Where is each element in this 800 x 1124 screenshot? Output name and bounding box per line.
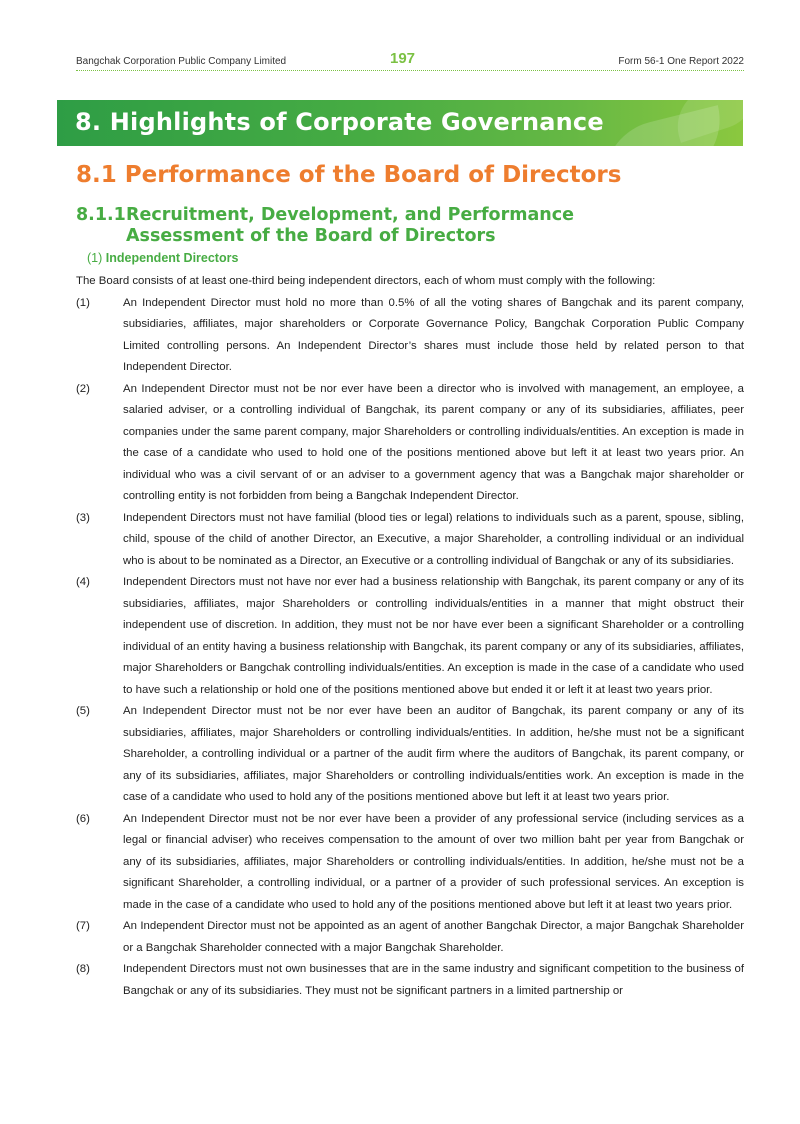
list-number: (7) bbox=[76, 920, 90, 932]
list-text: An Independent Director must not be nor ever have been an auditor of Bangchak, its parent company or any of its subsidiaries, affiliates, major Shareholders or controlling individuals/entities. In addition, he/she must not be a significant Shareholder, a controlling individual or a partner of the audit firm where the auditors of Bangchak, its parent company, or any of its subsidiaries, affiliates, major Shareholders or controlling individuals/entities work. An exception is made in the case of a candidate who used to hold any of the positions mentioned above but left it at least two years prior. bbox=[123, 705, 744, 803]
company-name: Bangchak Corporation Public Company Limited bbox=[76, 56, 287, 67]
subsection-number: 8.1.1 bbox=[76, 205, 126, 225]
list-number: (3) bbox=[76, 511, 90, 524]
item-number: (1) bbox=[87, 251, 103, 265]
list-item bbox=[76, 916, 744, 959]
list-item bbox=[76, 959, 744, 1002]
chapter-title: 8. Highlights of Corporate Governance bbox=[75, 108, 604, 136]
report-name: Form 56-1 One Report 2022 bbox=[618, 56, 744, 67]
list-item bbox=[76, 809, 744, 917]
list-text: An Independent Director must not be nor ever have been a provider of any professional service (including services as a legal or financial adviser) who receives compensation to the amount of over two million baht per year from Bangchak or any of its subsidiaries, affiliates, major Shareholders or controlling individuals/entities. In addition, he/she must not be a significant Shareholder, a controlling individual, or a partner of a provider of such professional services. An exception is made in the case of a candidate who used to hold any of the positions mentioned above but left it at least two years prior. bbox=[123, 812, 744, 911]
list-item bbox=[76, 293, 744, 379]
list-text: Independent Directors must not have familial (blood ties or legal) relations to individuals such as a parent, spouse, sibling, child, spouse of the child of another Director, an Executive, a major Shareholder, a controlling individual or an individual who is about to be nominated as a Director, an Executive or a controlling individual of Bangchak or any of its subsidiaries. bbox=[123, 511, 744, 567]
list-number: (8) bbox=[76, 963, 90, 975]
subsection-heading bbox=[76, 205, 696, 247]
list-item bbox=[76, 701, 744, 809]
list-item bbox=[76, 572, 744, 701]
list-text: An Independent Director must not be appointed as an agent of another Bangchak Director, a major Bangchak Shareholder or a Bangchak Shareholder connected with a major Bangchak Shareholder. bbox=[123, 920, 744, 954]
list-text: Independent Directors must not have nor ever had a business relationship with Bangchak, its parent company or any of its subsidiaries, affiliates, major Shareholders or controlling individuals/entities in a manner that might obstruct their independent use of discretion. In addition, they must not be nor have ever been a significant Shareholder or a controlling individual of an entity having a business relationship with Bangchak, its parent company or any of its subsidiaries, affiliates, major Shareholders or Bangchak controlling individuals/entities. An exception is made in the case of a candidate who used to have such a relationship or hold one of the positions mentioned above but ended it or left it at least two years prior. bbox=[123, 576, 744, 696]
subsection-title: Recruitment, Development, and Performance Assessment of the Board of Directors bbox=[126, 205, 574, 246]
list-item bbox=[76, 379, 744, 508]
list-item bbox=[76, 508, 744, 573]
list-number: (2) bbox=[76, 382, 90, 395]
list-number: (4) bbox=[76, 576, 90, 588]
intro-paragraph: The Board consists of at least one-third being independent directors, each of whom must comply with the following: bbox=[76, 275, 656, 287]
list-text: Independent Directors must not own businesses that are in the same industry and significant competition to the business of Bangchak or any of its subsidiaries. They must not be significant partners in a limited partnership or bbox=[123, 963, 744, 997]
body-text bbox=[76, 271, 744, 1002]
list-number: (1) bbox=[76, 296, 90, 309]
item-heading bbox=[87, 251, 238, 265]
list-text: An Independent Director must hold no more than 0.5% of all the voting shares of Bangchak and its parent company, subsidiaries, affiliates, major shareholders or Corporate Governance Policy, Bangchak Corporation Public Company Limited controlling persons. An Independent Director’s shares must include those held by related person to that Independent Director. bbox=[123, 296, 744, 373]
list-text: An Independent Director must not be nor ever have been a director who is involved with management, an employee, a salaried adviser, or a controlling individual of Bangchak, its parent company or any of its subsidiaries, affiliates, peer companies under the same parent company, major Shareholders or controlling individuals/entities. An exception is made in the case of a candidate who used to hold one of the positions mentioned above but left it at least two years prior. An individual who was a civil servant of or an adviser to a government agency that was a Bangchak major shareholder or controlling entity is not forbidden from being a Bangchak Independent Director. bbox=[123, 382, 744, 502]
list-number: (5) bbox=[76, 705, 90, 717]
header-divider bbox=[76, 70, 744, 71]
page-header bbox=[76, 52, 744, 70]
item-title: Independent Directors bbox=[105, 251, 239, 265]
list-number: (6) bbox=[76, 812, 90, 825]
page-number: 197 bbox=[390, 50, 416, 67]
section-title: 8.1 Performance of the Board of Directors bbox=[76, 162, 622, 188]
chapter-banner bbox=[57, 100, 743, 146]
criteria-list bbox=[76, 293, 744, 1003]
